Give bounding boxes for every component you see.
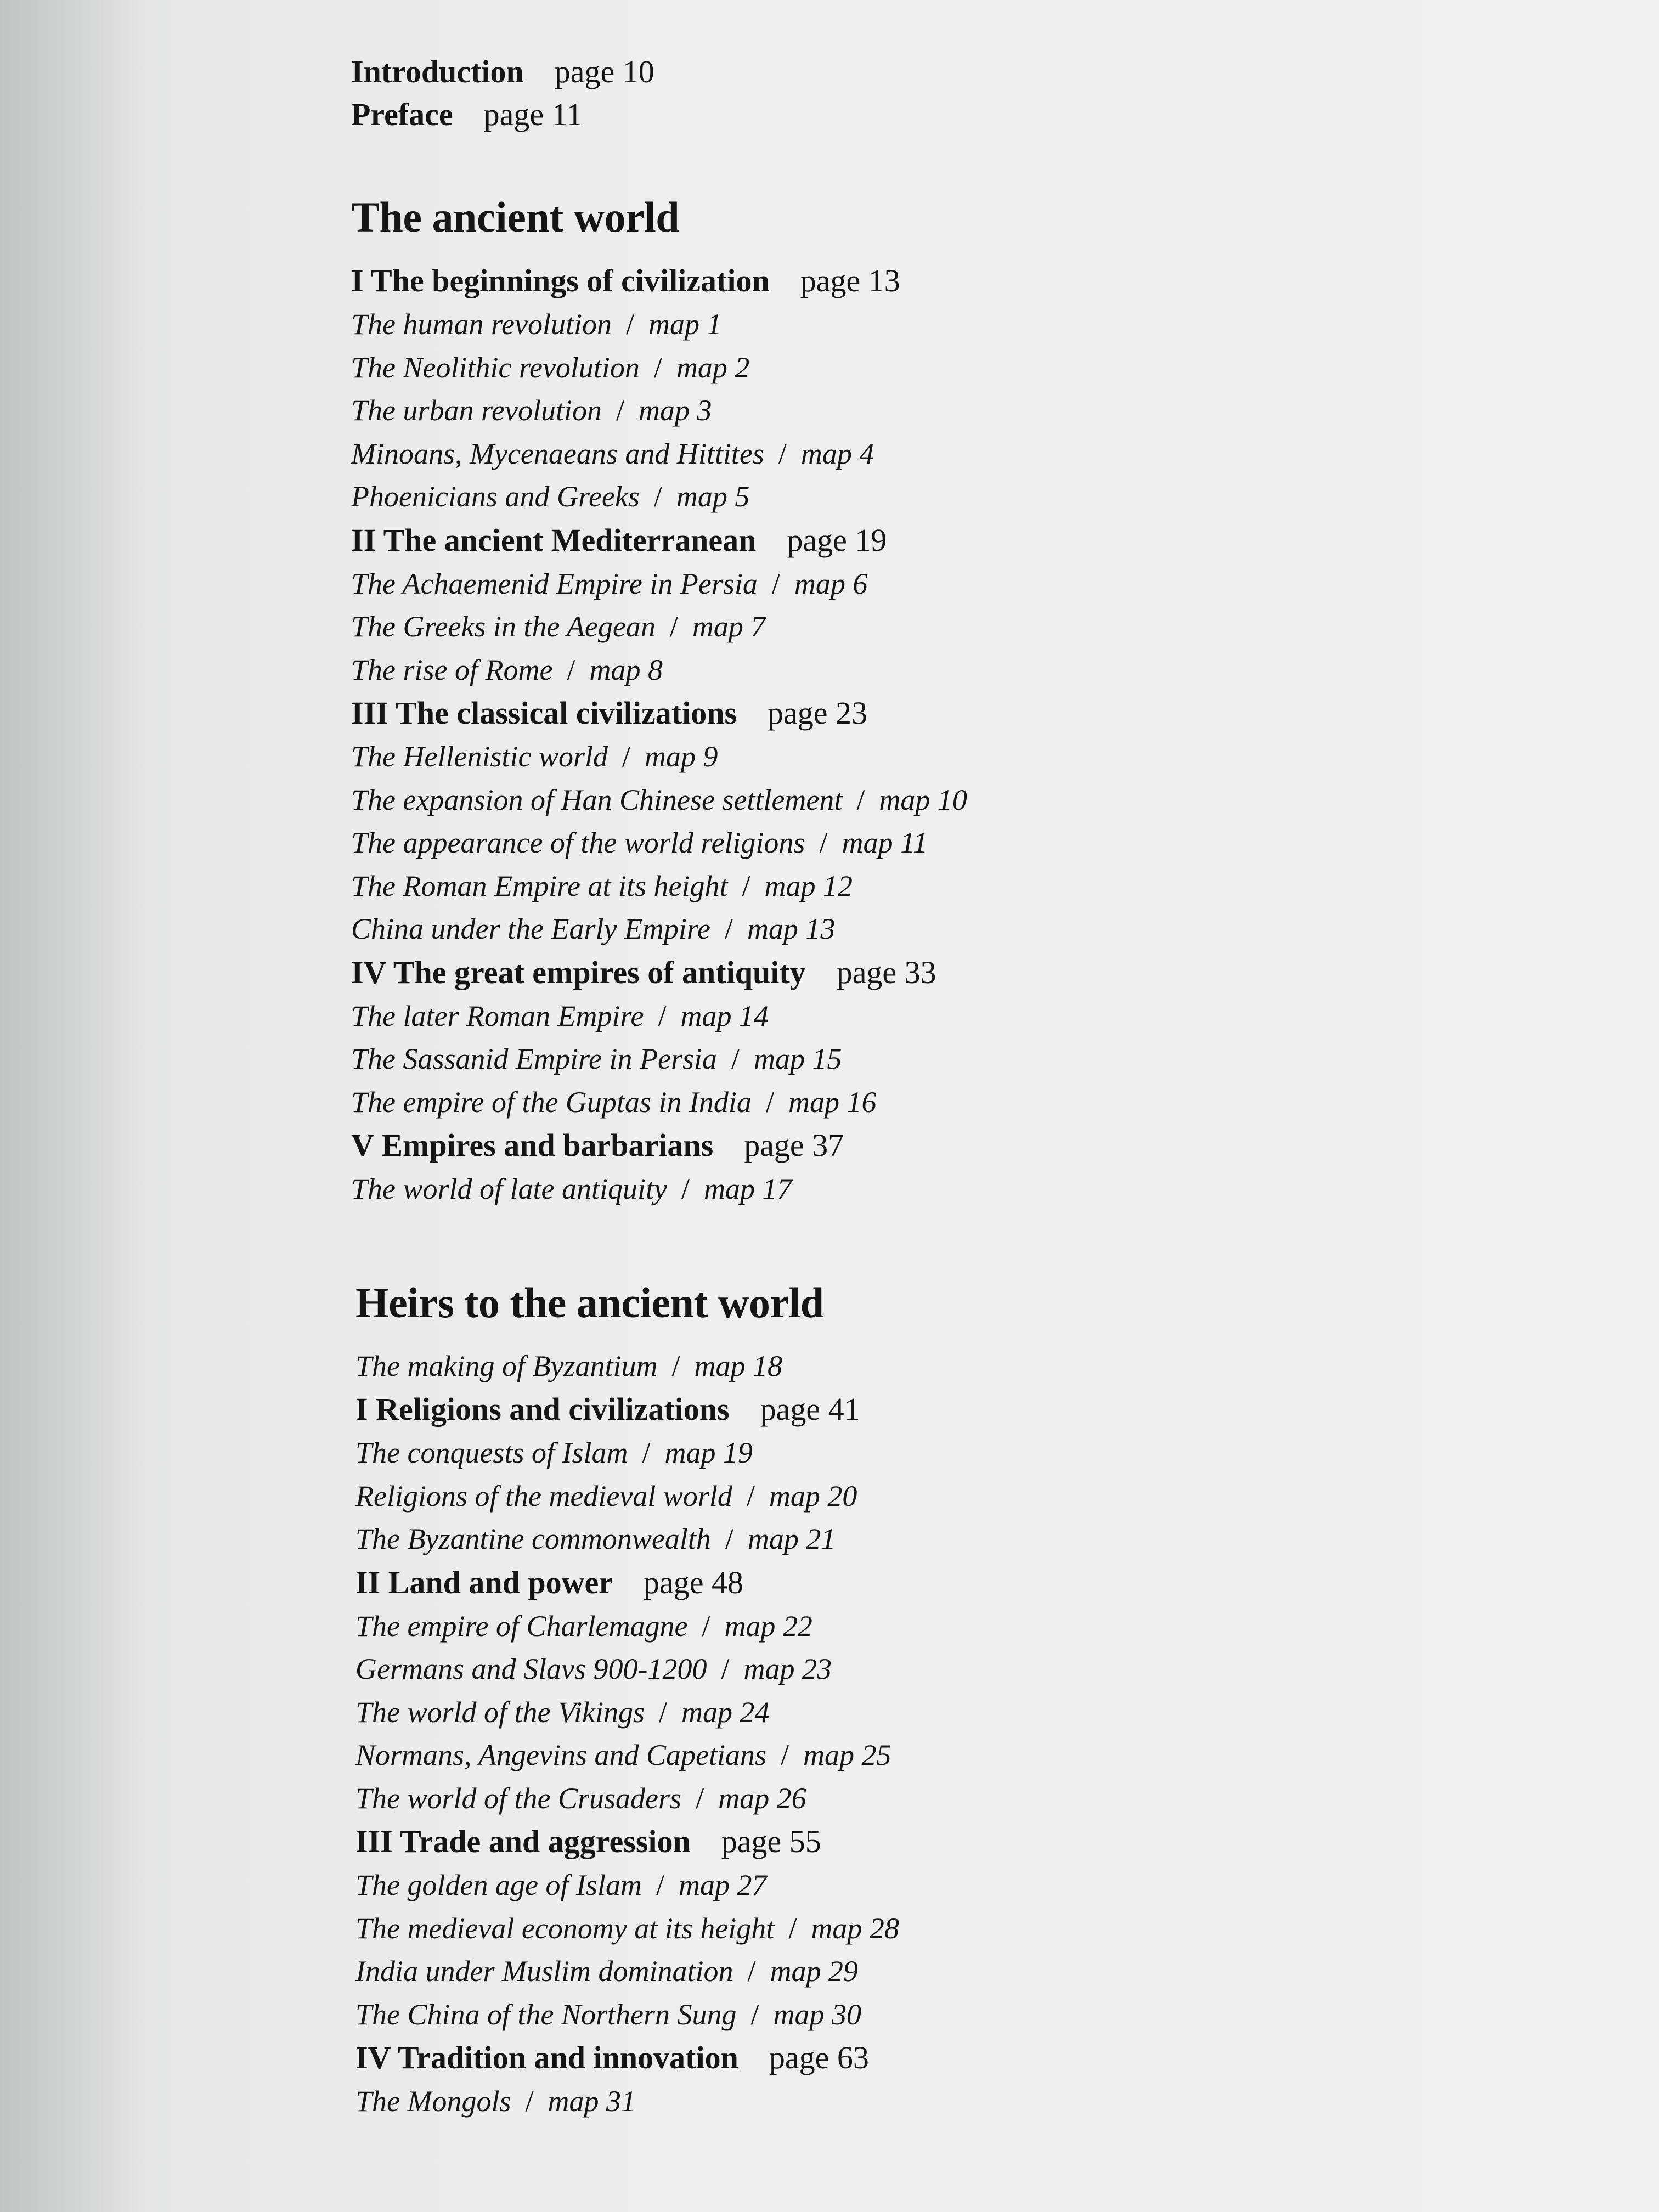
map-entry (351, 1864, 1284, 1907)
map-separator: / (724, 912, 733, 945)
map-entry-title: The Mongols (356, 2085, 511, 2118)
chapter-page: page 23 (768, 695, 868, 731)
chapter-heading (351, 2036, 1284, 2080)
chapter-title: IV The great empires of antiquity (351, 954, 806, 990)
map-entry-number: map 24 (681, 1695, 770, 1729)
map-entry-number: map 14 (680, 999, 769, 1032)
map-entry-number: map 8 (589, 653, 663, 686)
map-entry (351, 1907, 1284, 1950)
toc-parts (351, 190, 1284, 2123)
part-title: Heirs to the ancient world (356, 1278, 824, 1327)
map-entry-title: Religions of the medieval world (356, 1479, 732, 1513)
front-matter-page: page 11 (483, 97, 583, 132)
map-entry (351, 1037, 1284, 1081)
map-entry-number: map 28 (811, 1911, 899, 1945)
map-entry (351, 605, 1284, 648)
map-separator: / (781, 1739, 789, 1771)
map-separator: / (856, 783, 865, 816)
map-entry-title: The rise of Rome (351, 653, 553, 686)
map-entry-title: The world of late antiquity (351, 1172, 667, 1205)
map-entry (351, 1167, 1284, 1211)
chapter-heading (351, 259, 1284, 303)
map-entry-number: map 15 (754, 1042, 842, 1075)
map-entry (351, 1431, 1284, 1475)
map-entry-title: The world of the Crusaders (356, 1781, 682, 1815)
map-separator: / (788, 1911, 797, 1945)
map-entry-title: The making of Byzantium (356, 1349, 658, 1383)
map-entry-title: The appearance of the world religions (351, 826, 805, 859)
map-entry-title: The human revolution (351, 308, 612, 341)
map-entry-title: The empire of Charlemagne (356, 1609, 688, 1643)
map-entry-title: The world of the Vikings (356, 1695, 645, 1729)
chapter-title: I Religions and civilizations (356, 1391, 730, 1427)
map-entry-title: The Hellenistic world (351, 740, 608, 773)
chapter-page: page 19 (787, 522, 887, 558)
chapter-title: II Land and power (356, 1564, 613, 1600)
part-title: The ancient world (351, 193, 680, 241)
map-separator: / (696, 1781, 704, 1815)
map-entry-title: The Sassanid Empire in Persia (351, 1042, 717, 1075)
map-separator: / (819, 826, 828, 859)
chapter-title: I The beginnings of civilization (351, 263, 770, 298)
map-entry-title: The expansion of Han Chinese settlement (351, 783, 843, 816)
map-separator: / (672, 1349, 680, 1383)
map-entry-title: The medieval economy at its height (356, 1911, 775, 1945)
chapter-heading (351, 1124, 1284, 1167)
map-separator: / (721, 1652, 730, 1685)
map-entry-title: The Byzantine commonwealth (356, 1522, 711, 1555)
map-entry-number: map 4 (800, 437, 874, 470)
chapter-title: V Empires and barbarians (351, 1127, 714, 1163)
chapter-heading (351, 518, 1284, 562)
chapter-page: page 13 (800, 263, 900, 298)
map-separator: / (567, 653, 575, 686)
map-entry (351, 2080, 1284, 2123)
map-separator: / (658, 1695, 667, 1729)
map-separator: / (656, 1869, 664, 1901)
map-entry (351, 1691, 1284, 1734)
map-entry (351, 1647, 1284, 1691)
map-entry-number: map 12 (764, 869, 853, 902)
map-entry-number: map 29 (770, 1955, 858, 1988)
map-entry (351, 1993, 1284, 2036)
map-entry (351, 432, 1284, 476)
map-entry-title: The golden age of Islam (356, 1869, 642, 1901)
front-matter-label: Introduction (351, 54, 524, 89)
part-section (351, 190, 1284, 1211)
map-entry (351, 821, 1284, 865)
map-entry-title: China under the Early Empire (351, 912, 710, 945)
chapter-heading (351, 1561, 1284, 1605)
chapter-page: page 48 (643, 1564, 743, 1600)
map-entry (351, 562, 1284, 606)
map-entry-number: map 16 (788, 1085, 877, 1119)
map-entry-number: map 26 (718, 1781, 806, 1815)
front-matter-row (351, 93, 1284, 136)
map-entry (351, 907, 1284, 951)
map-entry-number: map 5 (676, 480, 750, 513)
map-separator: / (642, 1436, 651, 1469)
map-entry (351, 1475, 1284, 1518)
map-separator: / (771, 567, 780, 600)
chapter-title: II The ancient Mediterranean (351, 522, 757, 558)
map-entry-number: map 7 (692, 610, 766, 643)
map-entry-number: map 27 (678, 1869, 767, 1901)
front-matter-row (351, 50, 1284, 93)
map-entry-title: The Neolithic revolution (351, 351, 640, 384)
map-entry-title: India under Muslim domination (356, 1955, 733, 1988)
map-separator: / (751, 1997, 759, 2031)
map-entry-number: map 9 (644, 740, 718, 773)
map-separator: / (616, 394, 624, 427)
front-matter (351, 50, 1284, 136)
map-entry-title: The Achaemenid Empire in Persia (351, 567, 758, 600)
map-entry-title: The conquests of Islam (356, 1436, 628, 1469)
map-entry-title: Phoenicians and Greeks (351, 480, 640, 513)
map-entry-number: map 22 (724, 1609, 812, 1643)
map-entry-number: map 13 (747, 912, 836, 945)
map-separator: / (669, 610, 678, 643)
map-separator: / (653, 480, 662, 513)
map-entry-number: map 19 (664, 1436, 753, 1469)
map-entry-number: map 30 (773, 1997, 862, 2031)
chapter-page: page 55 (721, 1824, 821, 1859)
map-entry-number: map 6 (794, 567, 868, 600)
map-separator: / (778, 437, 787, 470)
map-entry-number: map 25 (803, 1739, 891, 1771)
chapter-heading (351, 951, 1284, 995)
front-matter-page: page 10 (554, 54, 654, 89)
map-entry-number: map 31 (548, 2085, 636, 2118)
map-entry-number: map 18 (694, 1349, 782, 1383)
map-entry (351, 346, 1284, 390)
map-separator: / (681, 1172, 690, 1205)
map-entry-title: The urban revolution (351, 394, 602, 427)
part-section (351, 1276, 1284, 2123)
map-entry (351, 1950, 1284, 1993)
chapter-page: page 41 (760, 1391, 860, 1427)
map-separator: / (658, 999, 667, 1032)
map-entry (351, 1345, 1284, 1388)
map-entry-title: The Roman Empire at its height (351, 869, 728, 902)
map-entry (351, 648, 1284, 692)
map-entry-title: Germans and Slavs 900-1200 (356, 1652, 707, 1685)
map-entry (351, 1081, 1284, 1124)
map-entry (351, 1777, 1284, 1820)
front-matter-label: Preface (351, 97, 453, 132)
map-entry-number: map 20 (769, 1479, 857, 1513)
map-entry-number: map 1 (648, 308, 722, 341)
map-separator: / (525, 2085, 534, 2118)
chapter-heading (351, 1820, 1284, 1864)
chapter-heading (351, 1387, 1284, 1431)
map-entry (351, 389, 1284, 432)
map-separator: / (742, 869, 751, 902)
map-separator: / (765, 1085, 774, 1119)
map-separator: / (622, 740, 630, 773)
map-entry-number: map 23 (743, 1652, 832, 1685)
chapter-page: page 37 (744, 1127, 844, 1163)
map-entry (351, 865, 1284, 908)
map-entry-title: The later Roman Empire (351, 999, 644, 1032)
map-entry-number: map 11 (842, 826, 928, 859)
map-entry-number: map 17 (704, 1172, 792, 1205)
map-entry-title: Normans, Angevins and Capetians (356, 1739, 767, 1771)
table-of-contents (351, 50, 1284, 2123)
map-entry-number: map 2 (676, 351, 750, 384)
map-entry (351, 995, 1284, 1038)
chapter-title: III The classical civilizations (351, 695, 737, 731)
map-entry (351, 303, 1284, 346)
page-gutter-shadow (0, 0, 143, 2212)
chapter-title: IV Tradition and innovation (356, 2040, 738, 2075)
map-separator: / (746, 1479, 755, 1513)
map-separator: / (702, 1609, 710, 1643)
map-entry (351, 1517, 1284, 1561)
chapter-page: page 33 (836, 954, 936, 990)
map-entry (351, 475, 1284, 518)
map-entry-number: map 10 (879, 783, 967, 816)
chapter-page: page 63 (769, 2040, 869, 2075)
chapter-heading (351, 691, 1284, 735)
map-separator: / (625, 308, 634, 341)
map-entry-title: Minoans, Mycenaeans and Hittites (351, 437, 764, 470)
facing-page-show-through (1251, 252, 1635, 2172)
map-entry (351, 735, 1284, 778)
map-entry (351, 1605, 1284, 1648)
map-entry (351, 778, 1284, 822)
map-separator: / (653, 351, 662, 384)
map-separator: / (725, 1522, 733, 1555)
map-entry (351, 1734, 1284, 1777)
map-entry-title: The Greeks in the Aegean (351, 610, 656, 643)
map-entry-number: map 3 (639, 394, 712, 427)
map-separator: / (747, 1955, 756, 1988)
map-separator: / (731, 1042, 740, 1075)
map-entry-title: The China of the Northern Sung (356, 1997, 737, 2031)
map-entry-number: map 21 (747, 1522, 836, 1555)
chapter-title: III Trade and aggression (356, 1824, 691, 1859)
map-entry-title: The empire of the Guptas in India (351, 1085, 752, 1119)
